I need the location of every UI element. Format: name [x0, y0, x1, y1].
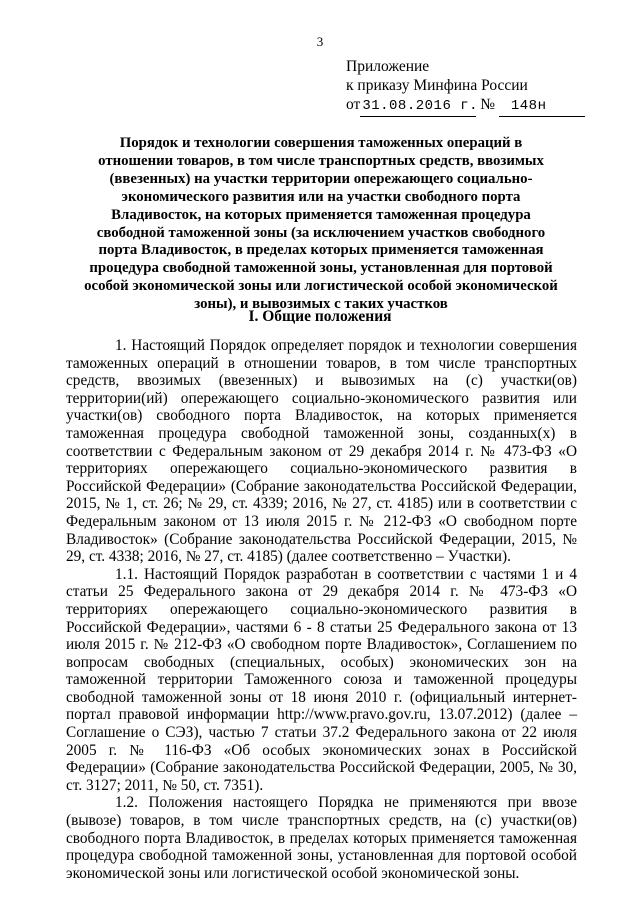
- document-title: Порядок и технологии совершения таможенных операций в отношении товаров, в том числе транспортных средств, ввозимых (ввезенных) на участки территории опережающего социально-экономического развития или на участки свободного порта Владивосток, на которых применяется таможенная процедура свободной таможенной зоны (за исключением участков свободного порта Владивосток, в пределах которых применяется таможенная процедура свободной таможенной зоны, установленная для портовой особой экономической зоны или логистической особой экономической зоны), и вывозимых с таких участков: [84, 135, 558, 313]
- date-prefix: от: [346, 96, 361, 113]
- order-date-line: [346, 95, 585, 117]
- paragraph-1: 1. Настоящий Порядок определяет порядок и технологии совершения таможенных операций в отношении товаров, в том числе транспортных средств, ввозимых (ввезенных) и вывозимых на (с) участки(ов) территории(ий) опережающего социально-экономического развития или участки(ов) свободного порта Владивосток, на которых применяется таможенная процедура свободной таможенной зоны, созданных(х) в соответствии с Федеральным законом от 29 декабря 2014 г. № 473-ФЗ «О территориях опережающего социально-экономического развития в Российской Федерации» (Собрание законодательства Российской Федерации, 2015, № 1, ст. 26; № 29, ст. 4339; 2016, № 27, ст. 4185) или в соответствии с Федеральным законом от 13 июля 2015 г. № 212-ФЗ «О свободном порте Владивосток» (Собрание законодательства Российской Федерации, 2015, № 29, ст. 4338; 2016, № 27, ст. 4185) (далее соответственно – Участки).: [66, 337, 577, 566]
- document-body: [66, 337, 577, 882]
- order-number: 148н: [499, 97, 585, 117]
- order-date: 31.08.2016 г.: [360, 97, 476, 117]
- paragraph-1-2: 1.2. Положения настоящего Порядка не применяются при ввозе (вывозе) товаров, в том числе транспортных средств, на (с) участки(ов) свободного порта Владивосток, в пределах которых применяется таможенная процедура свободной таможенной зоны, установленная для портовой особой экономической зоны или логистической особой экономической зоны.: [66, 794, 577, 882]
- number-sign: №: [480, 96, 495, 113]
- appendix-label: Приложение: [346, 58, 430, 75]
- paragraph-1-1: 1.1. Настоящий Порядок разработан в соответствии с частями 1 и 4 статьи 25 Федерального закона от 29 декабря 2014 г. № 473-ФЗ «О территориях опережающего социально-экономического развития в Российской Федерации», частями 6 - 8 статьи 25 Федерального закона от 13 июля 2015 г. № 212-ФЗ «О свободном порте Владивосток», Соглашением по вопросам свободных (специальных, особых) экономических зон на таможенной территории Таможенного союза и таможенной процедуры свободной таможенной зоны от 18 июня 2010 г. (официальный интернет-портал правовой информации http://www.pravo.gov.ru, 13.07.2012) (далее – Соглашение о СЭЗ), частью 7 статьи 37.2 Федерального закона от 22 июля 2005 г. № 116-ФЗ «Об особых экономических зонах в Российской Федерации» (Собрание законодательства Российской Федерации, 2005, № 30, ст. 3127; 2011, № 50, ст. 7351).: [66, 565, 577, 794]
- section-heading: I. Общие положения: [248, 308, 392, 325]
- page-number: 3: [316, 34, 324, 49]
- order-reference: к приказу Минфина России: [346, 77, 528, 94]
- appendix-block: [346, 57, 585, 117]
